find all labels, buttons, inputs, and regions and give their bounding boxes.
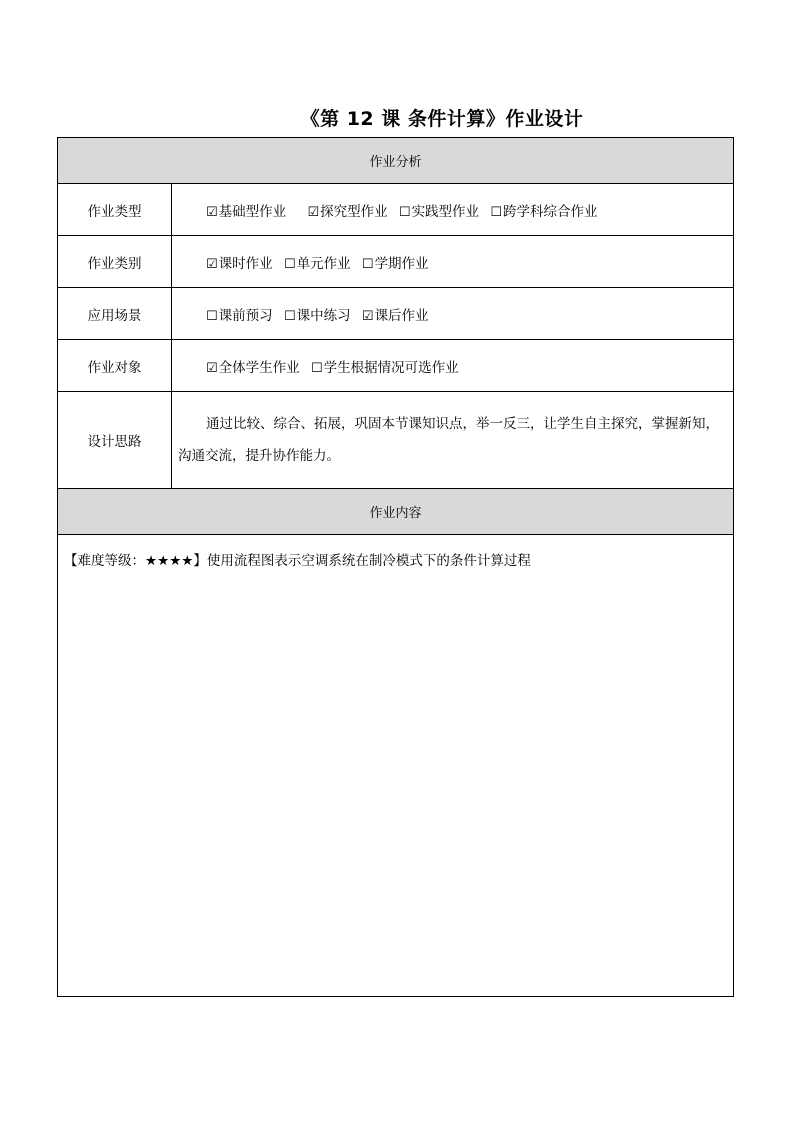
analysis-header-cell: 作业分析 (58, 138, 734, 184)
checkbox-icon[interactable]: ☑ (361, 308, 374, 324)
option-label: 课后作业 (374, 307, 429, 324)
option-item[interactable] (311, 356, 459, 376)
checkbox-icon[interactable]: ☐ (310, 360, 323, 376)
option-item[interactable] (362, 252, 429, 272)
row-label: 作业类别 (58, 236, 172, 288)
content-cell (58, 535, 734, 997)
option-item[interactable] (206, 356, 300, 376)
row-label: 设计思路 (58, 392, 172, 489)
option-label: 实践型作业 (411, 203, 480, 220)
checkbox-icon[interactable]: ☑ (307, 204, 320, 220)
option-label: 课中练习 (296, 307, 351, 324)
row-label: 作业对象 (58, 340, 172, 392)
option-label: 学生根据情况可选作业 (323, 359, 459, 376)
row-application-scene (58, 288, 734, 340)
row-label: 应用场景 (58, 288, 172, 340)
option-item[interactable] (362, 304, 429, 324)
options-cell (172, 236, 734, 288)
homework-table (57, 137, 734, 997)
option-item[interactable] (490, 200, 597, 220)
option-label: 单元作业 (296, 255, 351, 272)
checkbox-icon[interactable]: ☐ (361, 256, 374, 272)
content-section-header (58, 489, 734, 535)
task-text: 使用流程图表示空调系统在制冷模式下的条件计算过程 (206, 553, 531, 569)
checkbox-icon[interactable]: ☑ (206, 256, 218, 272)
option-item[interactable] (284, 252, 351, 272)
option-item[interactable] (206, 252, 273, 272)
option-label: 探究型作业 (320, 203, 388, 220)
checkbox-icon[interactable]: ☑ (206, 204, 218, 220)
checkbox-icon[interactable]: ☐ (283, 308, 296, 324)
checkbox-icon[interactable]: ☐ (398, 204, 411, 220)
option-item[interactable] (206, 200, 286, 220)
checkbox-icon[interactable]: ☐ (206, 308, 218, 324)
page-title: 《第 12 课 条件计算》作业设计 (300, 108, 584, 130)
row-target-audience (58, 340, 734, 392)
option-label: 跨学科综合作业 (503, 203, 598, 220)
row-label: 作业类型 (58, 184, 172, 236)
options-cell (172, 288, 734, 340)
option-label: 全体学生作业 (218, 359, 300, 376)
option-item[interactable] (206, 304, 273, 324)
design-idea-text: 通过比较、综合、拓展，巩固本节课知识点，举一反三，让学生自主探究，掌握新知，沟通交流，提升协作能力。 (172, 392, 734, 489)
options-cell (172, 184, 734, 236)
difficulty-label: 【难度等级：★★★★】 (64, 553, 207, 569)
checkbox-icon[interactable]: ☑ (206, 360, 218, 376)
option-label: 基础型作业 (218, 203, 287, 220)
content-header-cell: 作业内容 (58, 489, 734, 535)
option-item[interactable] (399, 200, 479, 220)
option-item[interactable] (307, 200, 387, 220)
row-homework-category (58, 236, 734, 288)
option-label: 课时作业 (218, 255, 273, 272)
row-design-idea (58, 392, 734, 489)
checkbox-icon[interactable]: ☐ (490, 204, 503, 220)
analysis-section-header (58, 138, 734, 184)
checkbox-icon[interactable]: ☐ (283, 256, 296, 272)
option-label: 课前预习 (218, 307, 273, 324)
row-homework-content (58, 535, 734, 997)
options-cell (172, 340, 734, 392)
option-item[interactable] (284, 304, 351, 324)
option-label: 学期作业 (374, 255, 429, 272)
row-homework-type (58, 184, 734, 236)
